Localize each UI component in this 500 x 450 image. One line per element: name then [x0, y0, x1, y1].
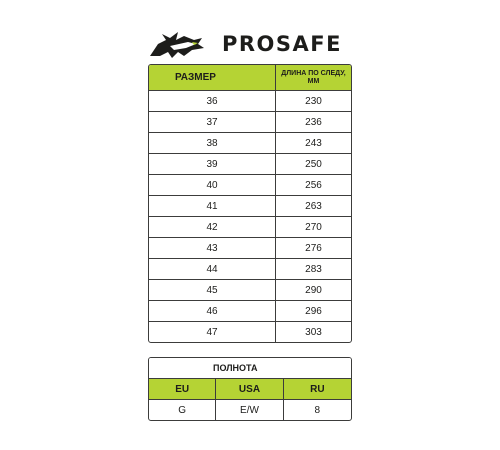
table-row — [149, 196, 351, 217]
length-header-line1: ДЛИНА ПО СЛЕДУ, — [281, 69, 346, 77]
size-cell: 44 — [149, 259, 276, 280]
width-table — [148, 357, 352, 421]
table-row — [149, 154, 351, 175]
size-cell: 47 — [149, 322, 276, 342]
ru-column-header: RU — [284, 379, 351, 400]
size-cell: 42 — [149, 217, 276, 238]
width-table-title: ПОЛНОТА — [149, 358, 351, 379]
table-row — [149, 91, 351, 112]
table-row — [149, 322, 351, 342]
length-cell: 290 — [276, 280, 351, 301]
length-cell: 303 — [305, 326, 322, 338]
length-cell: 230 — [276, 91, 351, 112]
length-cell: 270 — [276, 217, 351, 238]
size-cell: 36 — [149, 91, 276, 112]
length-header-line2: ММ — [307, 77, 320, 85]
width-table-header-row — [149, 379, 351, 400]
length-cell: 263 — [276, 196, 351, 217]
length-column-header — [276, 65, 351, 91]
brand-header — [148, 26, 358, 62]
size-table-header-row — [149, 65, 351, 91]
table-row — [149, 217, 351, 238]
size-cell: 39 — [149, 154, 276, 175]
size-cell: 45 — [149, 280, 276, 301]
size-cell: 40 — [149, 175, 276, 196]
length-cell: 283 — [276, 259, 351, 280]
size-cell: 37 — [149, 112, 276, 133]
size-column-header: РАЗМЕР — [149, 65, 276, 91]
length-cell: 250 — [276, 154, 351, 175]
length-cell: 236 — [276, 112, 351, 133]
size-cell: 43 — [149, 238, 276, 259]
table-row — [149, 133, 351, 154]
usa-column-header: USA — [216, 379, 283, 400]
table-row — [149, 259, 351, 280]
table-row — [149, 112, 351, 133]
table-row — [149, 280, 351, 301]
table-row — [149, 238, 351, 259]
size-cell: 46 — [149, 301, 276, 322]
eu-column-header: EU — [149, 379, 216, 400]
rhino-head-icon — [148, 26, 206, 60]
size-table — [148, 64, 352, 343]
table-row — [149, 175, 351, 196]
width-table-title-row — [149, 358, 351, 379]
length-cell: 243 — [276, 133, 351, 154]
table-row — [149, 400, 351, 420]
length-cell: 296 — [276, 301, 351, 322]
brand-name: PROSAFE — [222, 32, 342, 56]
length-cell: 256 — [276, 175, 351, 196]
ru-width-cell: 8 — [314, 404, 321, 416]
usa-width-cell: E/W — [216, 400, 283, 420]
size-cell: 38 — [149, 133, 276, 154]
eu-width-cell: G — [149, 400, 216, 420]
table-row — [149, 301, 351, 322]
size-cell: 41 — [149, 196, 276, 217]
length-cell: 276 — [276, 238, 351, 259]
